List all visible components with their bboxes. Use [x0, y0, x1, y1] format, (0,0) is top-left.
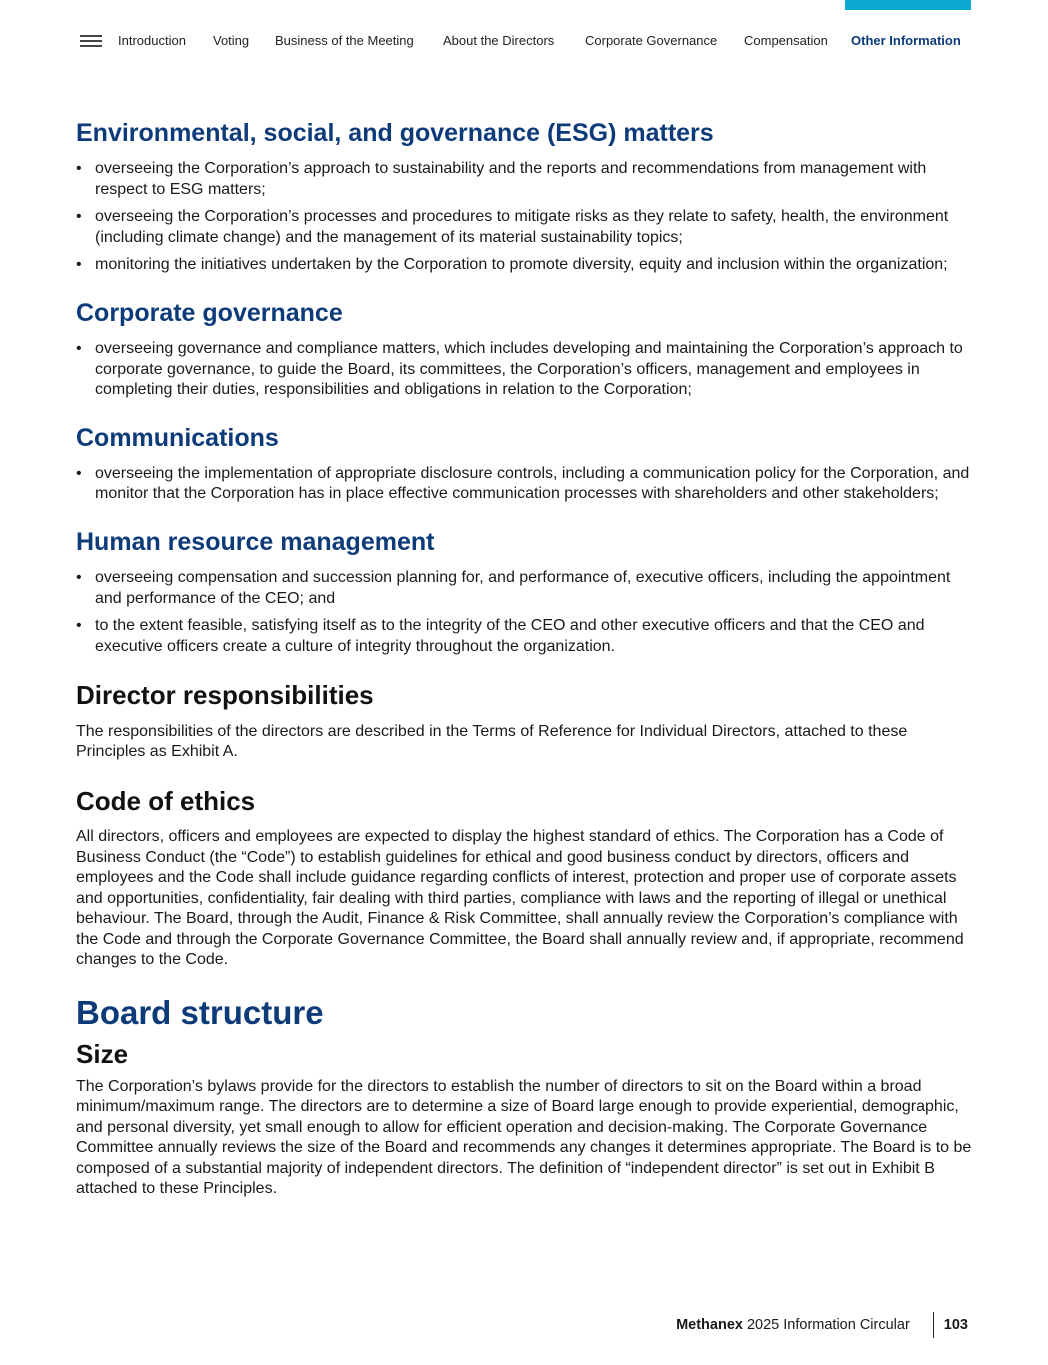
list-item: • overseeing governance and compliance matters, which includes developing and maintaining the Corporation’s approach to corporate governance, to guide the Board, its committees, the Corporation’s officers, management and employees in completing their duties, responsibilities and obligations in relation to the Corporation; — [76, 339, 972, 401]
list-item: • overseeing the implementation of appropriate disclosure controls, including a communication policy for the Corporation, and monitor that the Corporation has in place effective communication processes with shareholders and other stakeholders; — [76, 464, 972, 505]
footer-divider — [933, 1312, 934, 1338]
list-item: • overseeing the Corporation’s processes and procedures to mitigate risks as they relate to safety, health, the environment (including climate change) and the management of its material sustainability topics; — [76, 207, 972, 248]
esg-heading: Environmental, social, and governance (ESG) matters — [76, 119, 714, 147]
code-of-ethics-text: All directors, officers and employees are expected to display the highest standard of ethics. The Corporation has a Code of Business Conduct (the “Code”) to establish guidelines for ethical and good business conduct by directors, officers and employees and the Code shall include guidance regarding conflicts of interest, protection and proper use of corporate assets and opportunities, confidentiality, fair dealing with third parties, compliance with laws and the reporting of illegal or unethical behaviour. The Board, through the Audit, Finance & Risk Committee, shall annually review the Corporation’s compliance with the Code and through the Corporate Governance Committee, the Board shall annually review and, if appropriate, recommend changes to the Code. — [76, 828, 964, 968]
list-item: • overseeing the Corporation’s approach to sustainability and the reports and recommendations from management with respect to ESG matters; — [76, 159, 972, 200]
page-number: 103 — [943, 1317, 968, 1333]
code-of-ethics-heading: Code of ethics — [76, 785, 256, 816]
hr-heading: Human resource management — [76, 527, 435, 556]
list-item: • overseeing compensation and succession planning for, and performance of, executive officers, including the appointment and performance of the CEO; and — [76, 568, 972, 609]
size-text: The Corporation’s bylaws provide for the directors to establish the number of directors to sit on the Board within a broad minimum/maximum range. The directors are to determine a size of Board large enough to provide experiential, demographic, and personal diversity, yet small enough to allow for efficient operation and decision-making. The Corporate Governance Committee annually reviews the size of the Board and recommends any changes it determines appropriate. The Board is to be composed of a substantial majority of independent directors. The definition of “independent director” is set out in Exhibit B attached to these Principles. — [76, 1077, 972, 1198]
main-content — [76, 118, 972, 1222]
top-navigation — [0, 0, 1048, 60]
hr-list — [76, 568, 972, 657]
list-item: • monitoring the initiatives undertaken by the Corporation to promote diversity, equity and inclusion within the organization; — [76, 255, 972, 276]
corporate-governance-list — [76, 339, 972, 401]
esg-list — [76, 159, 972, 276]
nav-business-of-the-meeting[interactable]: Business of the Meeting — [275, 33, 414, 48]
footer-brand: Methanex — [676, 1317, 743, 1333]
nav-voting[interactable]: Voting — [213, 33, 250, 48]
nav-compensation[interactable]: Compensation — [744, 33, 828, 48]
hamburger-menu-icon[interactable] — [80, 35, 102, 50]
nav-corporate-governance[interactable]: Corporate Governance — [585, 33, 718, 48]
nav-about-the-directors[interactable]: About the Directors — [443, 33, 555, 48]
corporate-governance-heading: Corporate governance — [76, 298, 343, 327]
communications-heading: Communications — [76, 423, 279, 452]
director-responsibilities-text: The responsibilities of the directors are described in the Terms of Reference for Individual Directors, attached to these Principles as Exhibit A. — [76, 722, 908, 760]
board-structure-heading: Board structure — [76, 993, 324, 1031]
director-responsibilities-heading: Director responsibilities — [76, 680, 374, 710]
list-item: • to the extent feasible, satisfying itself as to the integrity of the CEO and other executive officers and that the CEO and executive officers create a culture of integrity throughout the organization. — [76, 616, 972, 657]
page-footer — [676, 1312, 968, 1338]
size-heading: Size — [76, 1039, 129, 1070]
communications-list — [76, 464, 972, 505]
nav-introduction[interactable]: Introduction — [118, 33, 186, 48]
nav-other-information[interactable]: Other Information — [851, 33, 961, 48]
footer-document-title: 2025 Information Circular — [746, 1317, 910, 1333]
